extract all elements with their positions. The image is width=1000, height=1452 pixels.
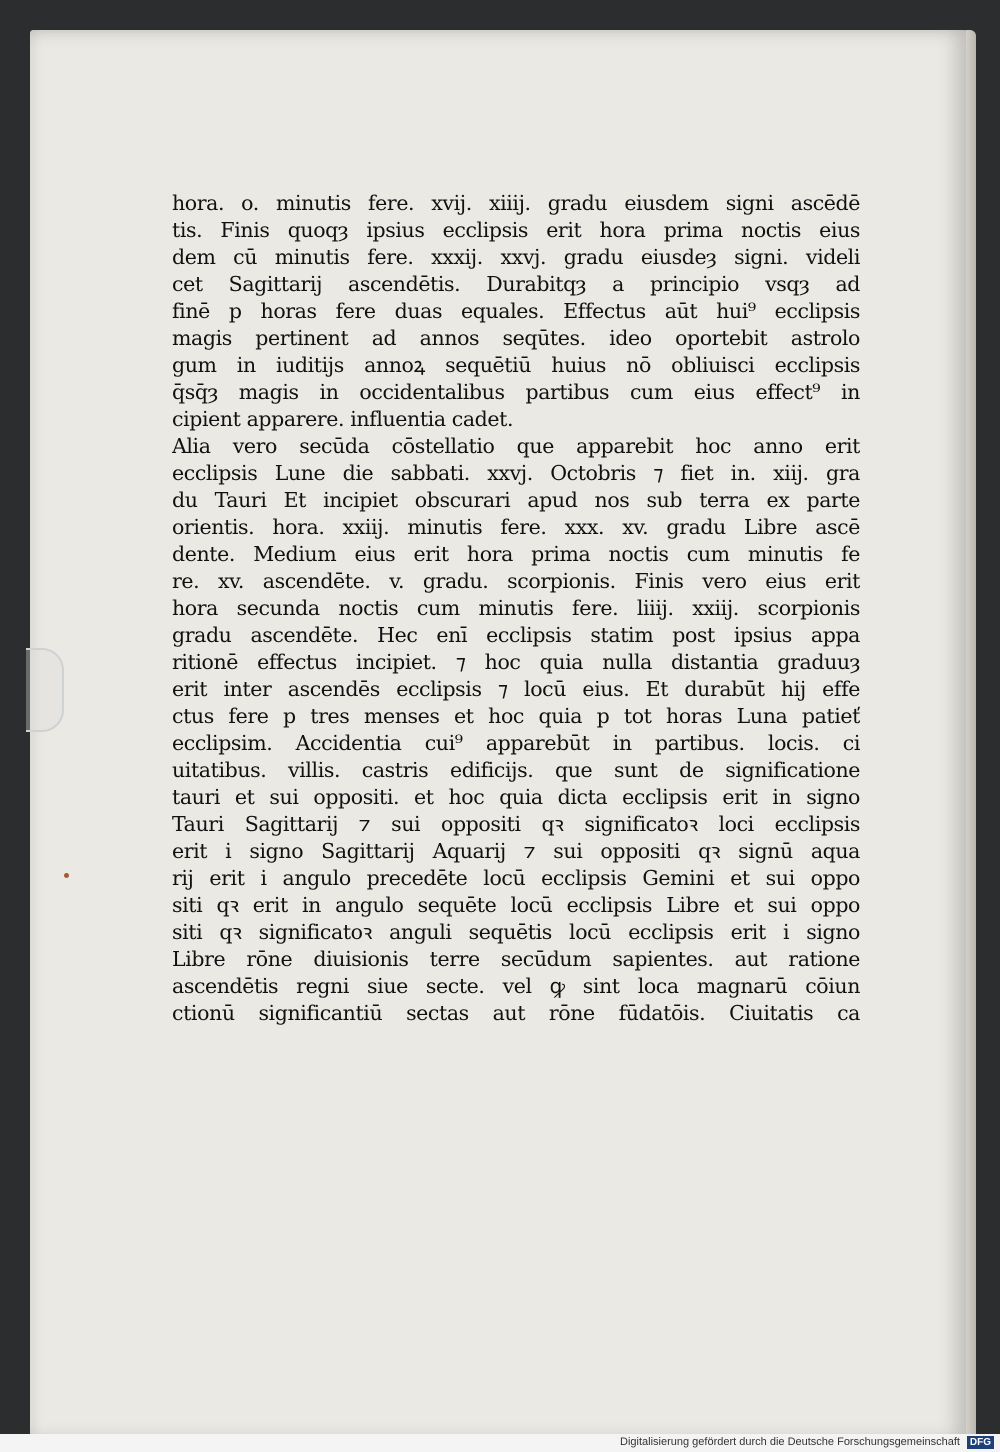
text-line: siti qꝛ erit in angulo sequēte locū ecclipsis Libre et sui oppo bbox=[172, 893, 860, 917]
text-line: q̄sq̄ȝ magis in occidentalibus partibus cum eius effect⁹ in bbox=[172, 380, 860, 404]
text-line: magis pertinent ad annos seqūtes. ideo oportebit astrolo bbox=[172, 326, 860, 350]
binding-clip bbox=[26, 648, 64, 732]
text-line: gum in iuditijs annoꝝ sequētiū huius nō obliuisci ecclipsis bbox=[172, 353, 860, 377]
dfg-logo: DFG bbox=[967, 1436, 994, 1449]
text-line: hora secunda noctis cum minutis fere. liiij. xxiij. scorpionis bbox=[172, 596, 860, 620]
text-line: hora. o. minutis fere. xvij. xiiij. gradu eiusdem signi ascēdē bbox=[172, 191, 860, 215]
text-line: Libre rōne diuisionis terre secūdum sapientes. aut ratione bbox=[172, 947, 860, 971]
footer-credit: Digitalisierung gefördert durch die Deutsche Forschungsgemeinschaft bbox=[620, 1436, 960, 1448]
text-line: erit i signo Sagittarij Aquarij ⁊ sui oppositi qꝛ signū aqua bbox=[172, 839, 860, 863]
text-line: ecclipsim. Accidentia cui⁹ apparebūt in partibus. locis. ci bbox=[172, 731, 860, 755]
text-line: tis. Finis quoqȝ ipsius ecclipsis erit hora prima noctis eius bbox=[172, 218, 860, 242]
text-line: ritionē effectus incipiet. ⁊ hoc quia nulla distantia graduuȝ bbox=[172, 650, 860, 674]
text-line: du Tauri Et incipiet obscurari apud nos sub terra ex parte bbox=[172, 488, 860, 512]
text-line: ctus fere p tres menses et hoc quia p tot horas Luna patieť bbox=[172, 704, 860, 728]
text-line: re. xv. ascendēte. v. gradu. scorpionis. Finis vero eius erit bbox=[172, 569, 860, 593]
text-line: gradu ascendēte. Hec enī ecclipsis statim post ipsius appa bbox=[172, 623, 860, 647]
text-line: rij erit i angulo precedēte locū ecclipsis Gemini et sui oppo bbox=[172, 866, 860, 890]
text-line: tauri et sui oppositi. et hoc quia dicta ecclipsis erit in signo bbox=[172, 785, 860, 809]
text-line: ascendētis regni siue secte. vel ꝙ sint loca magnarū cōiun bbox=[172, 974, 860, 998]
text-line: dem cū minutis fere. xxxij. xxvj. gradu eiusdeȝ signi. videli bbox=[172, 245, 860, 269]
text-line: cipient apparere. influentia cadet. bbox=[172, 407, 514, 431]
text-line: uitatibus. villis. castris edificijs. que sunt de significatione bbox=[172, 758, 860, 782]
ink-fleck bbox=[64, 873, 69, 878]
text-line: Alia vero secūda cōstellatio que apparebit hoc anno erit bbox=[172, 434, 860, 458]
incunable-text-block bbox=[172, 190, 860, 1027]
text-line: ctionū significantiū sectas aut rōne fūdatōis. Ciuitatis ca bbox=[172, 1001, 860, 1025]
text-line: cet Sagittarij ascendētis. Durabitqȝ a principio vsqȝ ad bbox=[172, 272, 860, 296]
text-line: finē p horas fere duas equales. Effectus aūt hui⁹ ecclipsis bbox=[172, 299, 860, 323]
text-line: dente. Medium eius erit hora prima noctis cum minutis fe bbox=[172, 542, 860, 566]
text-line: orientis. hora. xxiij. minutis fere. xxx. xv. gradu Libre ascē bbox=[172, 515, 860, 539]
text-line: Tauri Sagittarij ⁊ sui oppositi qꝛ significatoꝛ loci ecclipsis bbox=[172, 812, 860, 836]
text-line: siti qꝛ significatoꝛ anguli sequētis locū ecclipsis erit i signo bbox=[172, 920, 860, 944]
page-edge-shadow bbox=[966, 30, 976, 1440]
text-line: ecclipsis Lune die sabbati. xxvj. Octobris ⁊ fiet in. xiij. gra bbox=[172, 461, 860, 485]
text-line: erit inter ascendēs ecclipsis ⁊ locū eius. Et durabūt hij effe bbox=[172, 677, 860, 701]
